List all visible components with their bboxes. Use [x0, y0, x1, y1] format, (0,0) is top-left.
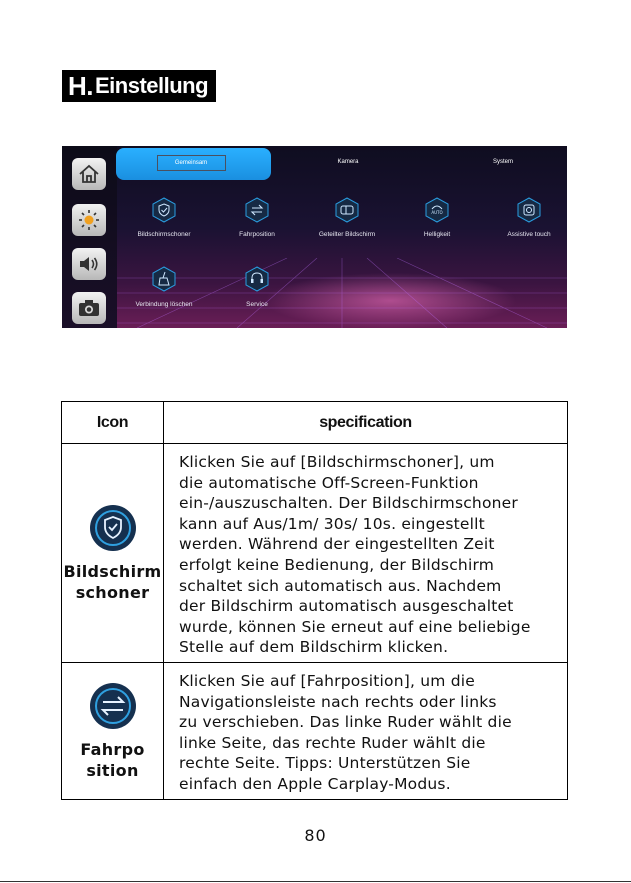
section-heading	[62, 70, 216, 102]
description-line: die automatische Off-Screen-Funktion	[179, 473, 479, 492]
assistive-touch-icon	[516, 197, 542, 223]
helligkeit-app[interactable]	[424, 197, 450, 223]
camera-button[interactable]	[72, 292, 106, 324]
description-cell	[164, 444, 568, 663]
section-letter: H.	[68, 70, 93, 101]
broom-icon	[151, 266, 177, 292]
sidebar	[62, 146, 117, 328]
shield-check-icon	[151, 197, 177, 223]
description-line: rechte Seite. Tipps: Unterstützen Sie	[179, 754, 471, 773]
home-icon	[78, 164, 100, 184]
tab-gemeinsam-label: Gemeinsam	[174, 160, 208, 166]
page-number: 80	[304, 826, 327, 845]
description-line: Navigationsleiste nach rechts oder links	[179, 692, 497, 711]
volume-icon	[78, 254, 100, 274]
description-line: Stelle auf dem Bildschirm klicken.	[179, 638, 449, 657]
description-cell	[164, 662, 568, 799]
geteilter-bildschirm-label: Geteilter Bildschirm	[318, 231, 376, 238]
description-line: Klicken Sie auf [Fahrposition], um die	[179, 671, 475, 690]
assistive-touch-label: Assistive touch	[507, 231, 551, 238]
caption-line-1: Bildschirm	[63, 561, 162, 581]
description-line: einfach den Apple Carplay-Modus.	[179, 774, 451, 793]
section-title: Einstellung	[95, 73, 209, 98]
table-row	[62, 444, 568, 663]
fahrposition-app[interactable]	[244, 197, 270, 223]
helligkeit-label: Helligkeit	[423, 231, 451, 238]
swap-arrows-icon	[88, 681, 138, 731]
table-row	[62, 662, 568, 799]
bildschirmschoner-label: Bildschirmschoner	[137, 231, 191, 238]
description-line: Klicken Sie auf [Bildschirmschoner], um	[179, 453, 495, 471]
svg-text:AUTO: AUTO	[431, 210, 443, 215]
tab-kamera[interactable]: Kamera	[337, 159, 359, 165]
description-line: linke Seite, das rechte Ruder wählt die	[179, 733, 486, 752]
icon-cell	[62, 444, 164, 663]
caption-line-2: sition	[86, 760, 139, 780]
headset-icon	[244, 266, 270, 292]
description-line: zu verschieben. Das linke Ruder wählt die	[179, 713, 512, 732]
description-line: erfolgt keine Bedienung, der Bildschirm	[179, 555, 495, 574]
description-line: ein-/auszuschalten. Der Bildschirmschoner	[179, 494, 518, 513]
fahrposition-label: Fahrposition	[239, 231, 275, 238]
bottom-rule	[0, 881, 631, 882]
row-caption	[62, 739, 163, 781]
verbindung-loeschen-label: Verbindung löschen	[135, 301, 193, 308]
volume-button[interactable]	[72, 248, 106, 280]
home-button[interactable]	[72, 158, 106, 190]
swap-arrows-icon	[244, 197, 270, 223]
icon-cell	[62, 662, 164, 799]
description-line: der Bildschirm automatisch ausgeschaltet	[179, 597, 514, 616]
table-header-row	[62, 402, 568, 444]
brightness-button[interactable]	[72, 204, 106, 236]
tab-system[interactable]: System	[492, 159, 513, 165]
description-line: kann auf Aus/1m/ 30s/ 10s. eingestellt	[179, 514, 485, 533]
shield-check-icon	[88, 503, 138, 553]
camera-icon	[78, 299, 100, 317]
service-label: Service	[246, 301, 268, 308]
description-line: wurde, können Sie erneut auf eine beliebige	[179, 617, 531, 636]
grid-floor	[117, 258, 567, 328]
geteilter-bildschirm-app[interactable]	[334, 197, 360, 223]
bildschirmschoner-app[interactable]	[151, 197, 177, 223]
specification-column-header: specification	[164, 402, 568, 444]
settings-screenshot	[62, 146, 567, 328]
row-caption	[62, 561, 163, 603]
verbindung-loeschen-app[interactable]	[151, 266, 177, 292]
split-screen-icon	[334, 197, 360, 223]
specification-table	[61, 401, 568, 800]
service-app[interactable]	[244, 266, 270, 292]
brightness-icon	[78, 209, 100, 231]
assistive-touch-app[interactable]	[516, 197, 542, 223]
caption-line-1: Fahrpo	[80, 739, 145, 759]
caption-line-2: schoner	[75, 582, 150, 602]
description-line: schaltet sich automatisch aus. Nachdem	[179, 576, 502, 595]
icon-column-header: Icon	[62, 402, 164, 444]
auto-brightness-icon	[424, 197, 450, 223]
description-line: werden. Während der eingestellten Zeit	[179, 535, 495, 554]
